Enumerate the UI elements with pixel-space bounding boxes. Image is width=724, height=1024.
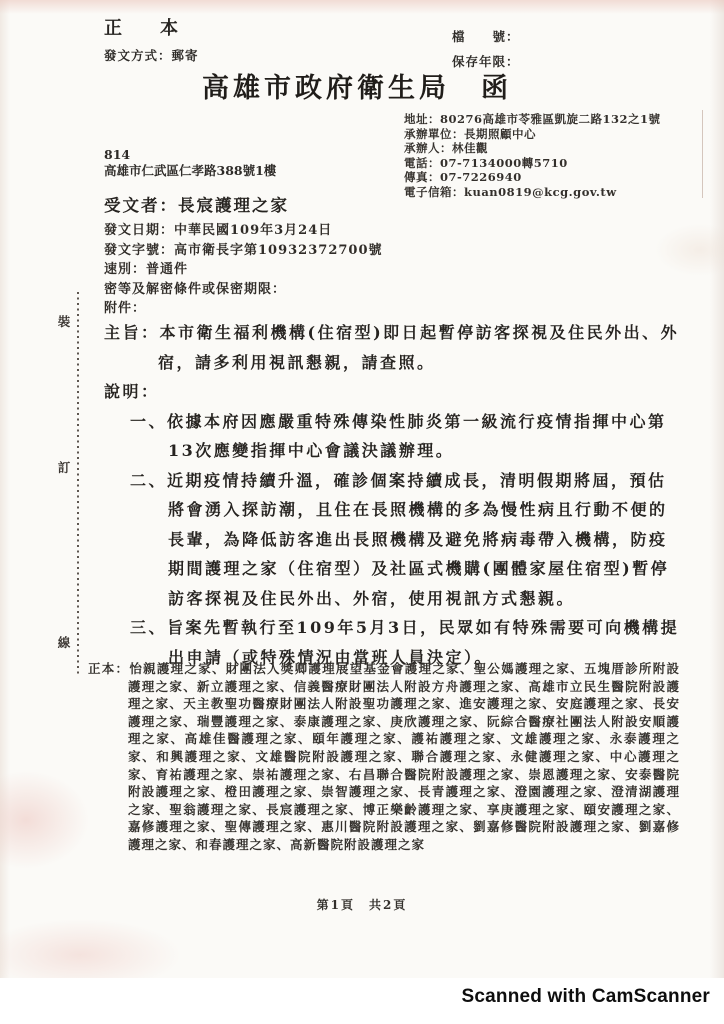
issue-date: 發文日期：中華民國109年3月24日 (104, 223, 333, 238)
copy-type-label: 正 本 (104, 18, 188, 39)
subject-label: 主旨： (104, 323, 160, 342)
item-text: 近期疫情持續升溫，確診個案持續成長，清明假期將屆，預估將會湧入探訪潮，且住在長照機構的多為慢性病且行動不便的長輩，為降低訪客進出長照機構及避免將病毒帶入機構，防疫期間護理之家（住宿型）及社區式機購(團體家屋住宿型)暫停訪客探視及住民外出、外宿，使用視訊方式懇親。 (167, 470, 670, 608)
item-text: 依據本府因應嚴重特殊傳染性肺炎第一級流行疫情指揮中心第13次應變指揮中心會議決議辦理。 (167, 411, 667, 460)
binding-mark-xian: 線 (57, 635, 71, 650)
file-number-label: 檔 號： (452, 29, 520, 44)
distribution-text: 怡親護理之家、財團法人獎卿護理展望基金會護理之家、聖公媽護理之家、五塊厝診所附設護理之家、新立護理之家、信義醫療財團法人附設方舟護理之家、高雄市立民生醫院附設護理之家、天主教聖功醫療財團法人附設聖功護理之家、進安護理之家、安庭護理之家、長安護理之家、瑞豐護理之家、泰康護理之家、庚欣護理之家、阮綜合醫療社團法人附設安順護理之家、高雄佳醫護理之家、頤年護理之家、護祐護理之家、文雄護理之家、永泰護理之家、和興護理之家、文雄醫院附設護理之家、聯合護理之家、永健護理之家、中心護理之家、育祐護理之家、崇祐護理之家、右昌聯合醫院附設護理之家、崇恩護理之家、安泰醫院附設護理之家、橙田護理之家、崇智護理之家、長青護理之家、澄園護理之家、澄清湖護理之家、聖翁護理之家、長宸護理之家、博正樂齡護理之家、享庚護理之家、頤安護理之家、嘉修護理之家、聖傳護理之家、惠川醫院附設護理之家、劉嘉修醫院附設護理之家、劉嘉修護理之家、和春護理之家、高新醫院附設護理之家 (128, 661, 680, 852)
item-number: 三、 (130, 618, 168, 637)
recipient-postal-block (104, 147, 276, 178)
agency-fax: 傳真：07-7226940 (404, 170, 522, 185)
subject-text: 本市衛生福利機構(住宿型)即日起暫停訪客探視及住民外出、外宿，請多利用視訊懇親，請查照。 (158, 323, 680, 372)
priority-level: 速別：普通件 (104, 262, 189, 278)
attachment-label: 附件： (104, 301, 147, 317)
agency-unit: 承辦單位：長期照顧中心 (404, 126, 536, 141)
item-number: 一、 (130, 411, 168, 431)
camscanner-watermark: Scanned with CamScanner (461, 986, 710, 1007)
agency-contact-person: 承辦人：林佳觀 (404, 141, 488, 156)
distribution-label: 正本： (88, 661, 130, 676)
binding-mark-ding: 訂 (57, 460, 71, 475)
subject-line (104, 318, 682, 377)
security-classification: 密等及解密條件或保密期限： (104, 281, 287, 297)
recipient-name: 受文者：長宸護理之家 (104, 196, 289, 215)
retention-period-label: 保存年限： (452, 54, 520, 69)
document-meta-block (104, 221, 383, 319)
delivery-method: 發文方式：郵寄 (104, 48, 199, 63)
camscanner-strip (0, 978, 724, 1024)
document-title: 高雄市政府衛生局 函 (202, 73, 512, 104)
page-number-footer: 第1頁 共2頁 (316, 898, 408, 912)
binding-mark-zhuang: 裝 (57, 314, 71, 329)
binding-dotted-line (77, 292, 79, 676)
recipient-postal-code: 814 (104, 147, 131, 162)
distribution-list (88, 660, 680, 854)
explanation-item-2 (104, 466, 682, 614)
recipient-address: 高雄市仁武區仁孝路388號1樓 (104, 162, 277, 178)
item-text: 旨案先暫執行至109年5月3日，民眾如有特殊需要可向機構提出申請（或特殊情況由當班人員決定）。 (167, 618, 680, 667)
scan-fold-artifact (702, 110, 703, 198)
agency-email: 電子信箱：kuan0819@kcg.gov.tw (404, 184, 617, 199)
letter-body (104, 318, 682, 672)
agency-address: 地址：80276高雄市苓雅區凱旋二路132之1號 (404, 112, 661, 126)
explanation-heading: 說明： (104, 382, 160, 401)
explanation-item-1 (104, 407, 682, 466)
item-number: 二、 (130, 470, 168, 490)
agency-info-block (404, 112, 661, 200)
agency-phone: 電話：07-7134000轉5710 (404, 155, 568, 170)
document-number: 發文字號：高市衛長字第10932372700號 (104, 242, 383, 258)
